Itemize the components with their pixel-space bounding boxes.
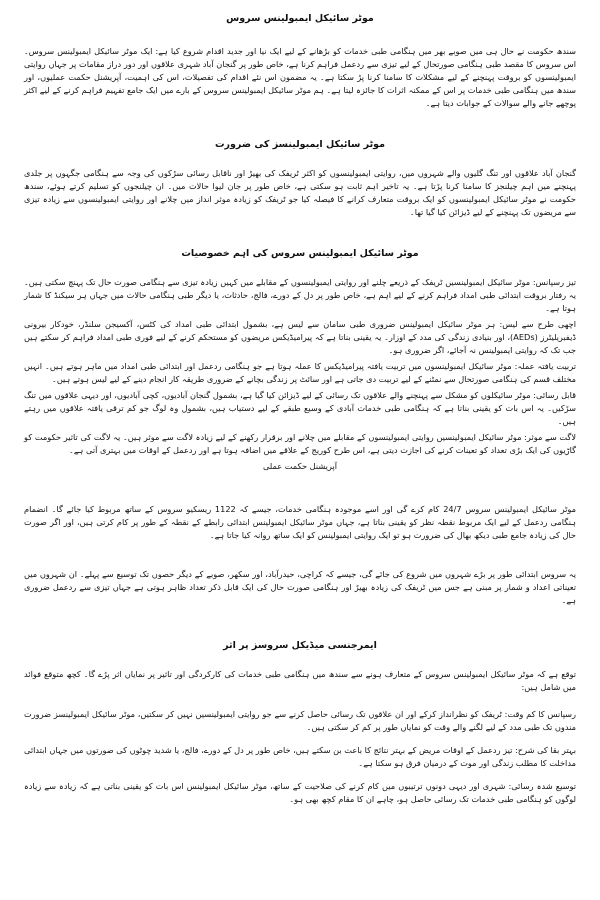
feature-item-fast-response: تیز رسپانس: موٹر سائیکل ایمبولینسیں ٹریفک کے ذریعے چلنے اور روایتی ایمبولینسوں کے مقابلے میں کہیں زیادہ تیزی سے ہنگامی صورت حال تک پہنچ سکتی ہیں۔ یہ رفتار بروقت ابتدائی طبی امداد فراہم کرنے کے لیے اہم ہے، خاص طور پر دل کے دورے، فالج، حادثات، یا دیگر طبی ہنگامی حالات میں جہاں ہر سیکنڈ کا شمار ہوتا ہے۔ — [24, 277, 576, 314]
feature-item-accessibility: قابل رسائی: موٹر سائیکلوں کو مشکل سے پہنچنے والے علاقوں تک رسائی کے لیے ڈیزائن کیا گیا ہے، بشمول گنجان آبادیوں، کچی آبادیوں، اور دیہی علاقوں میں تنگ سڑکیں۔ یہ اس بات کو یقینی بناتا ہے کہ ہنگامی طبی خدمات آبادی کے وسیع طبقے کے لیے دستیاب ہیں، بشمول وہ لوگ جو کم ترقی یافتہ علاقوں میں رہتے ہیں۔ — [24, 390, 576, 426]
impact-item-expanded-access: توسیع شدہ رسائی: شہری اور دیہی دونوں ترتیبوں میں کام کرنے کی صلاحیت کے ساتھ، موٹر سائیکل ایمبولینس اس بات کو یقینی بناتی ہے کہ زیادہ سے زیادہ لوگوں کو ہنگامی طبی خدمات تک رسائی حاصل ہو، چاہے ان کا مقام کچھ بھی ہو۔ — [24, 780, 576, 804]
impact-intro: توقع ہے کہ موٹر سائیکل ایمبولینس سروس کے متعارف ہونے سے سندھ میں ہنگامی طبی خدمات کی کارکردگی اور تاثیر پر نمایاں اثر پڑے گا۔ کچھ متوقع فوائد میں شامل ہیں: — [24, 668, 576, 692]
deployment-paragraph: یہ سروس ابتدائی طور پر بڑے شہروں میں شروع کی جائے گی، جیسے کہ کراچی، حیدرآباد، اور سکھر، صوبے کے دیگر حصوں تک توسیع سے پہلے۔ ان شہروں میں تعیناتی اعداد و شمار پر مبنی ہے جس میں ٹریفک کی زیادہ بھیڑ اور ہنگامی صورت حال کی ایک قابل ذکر تعداد ظاہر ہوتی ہے جہاں تیزی سے ردعمل ضروری ہے۔ — [24, 568, 576, 605]
feature-item-cost-effective: لاگت سے موثر: موٹر سائیکل ایمبولینسیں روایتی ایمبولینسوں کے مقابلے میں چلانے اور برقرار رکھنے کے لیے زیادہ لاگت سے موثر ہیں۔ یہ لاگت کی تاثیر حکومت کو گاڑیوں کی ایک بڑی تعداد کو تعینات کرنے کی اجازت دیتی ہے، اس طرح کوریج کے علاقے میں اضافہ ہوتا ہے اور ردعمل کے اوقات میں بہتری آتی ہے۔ — [24, 431, 576, 455]
document-title: موٹر سائیکل ایمبولینس سروس — [226, 13, 374, 24]
impact-heading: ایمرجنسی میڈیکل سروسز پر اثر — [223, 639, 377, 651]
impact-item-survival-rate: بہتر بقا کی شرح: تیز ردعمل کے اوقات مریض کے بہتر نتائج کا باعث بن سکتے ہیں، خاص طور پر دل کے دورے، فالج، یا شدید چوٹوں کی صورتوں میں جہاں ابتدائی مداخلت کا مطلب زندگی اور موت کے درمیان فرق ہو سکتا ہے۔ — [24, 744, 576, 768]
integration-paragraph: موٹر سائیکل ایمبولینس سروس 24/7 کام کرے گی اور اسے موجودہ ہنگامی خدمات، جیسے کہ 1122 ریسکیو سروس کے ساتھ مربوط کیا جائے گا۔ انضمام ہنگامی ردعمل کے لیے ایک مربوط نقطہ نظر کو یقینی بناتا ہے، جہاں موٹر سائیکل ایمبولینس ابتدائی رابطے کے نقطہ کے طور پر کام کرتی ہیں، اور اگر صورت حال کی زیادہ جامع طبی دیکھ بھال کی ضرورت ہو تو ایک روایتی ایمبولینس کو ایک ساتھ روانہ کیا جاتا ہے۔ — [24, 503, 576, 540]
operational-strategy-subheading: آپریشنل حکمت عملی — [262, 460, 338, 471]
need-heading: موٹر سائیکل ایمبولینسز کی ضرورت — [215, 139, 385, 151]
impact-item-response-time: رسپانس کا کم وقت: ٹریفک کو نظرانداز کرکے اور ان علاقوں تک رسائی حاصل کرنے سے جو روایتی ایمبولینسیں نہیں کر سکتیں، موٹر سائیکل ایمبولینسز ضرورت مندوں تک طبی مدد کے لیے لگنے والے وقت کو نمایاں طور پر کم کر سکتی ہیں۔ — [24, 708, 576, 732]
need-paragraph: گنجان آباد علاقوں اور تنگ گلیوں والے شہروں میں، روایتی ایمبولینسوں کو اکثر ٹریفک کی بھیڑ اور ناقابل رسائی سڑکوں کی وجہ سے ہنگامی جگہوں پر جلدی پہنچنے میں اہم چیلنجز کا سامنا کرنا پڑتا ہے۔ یہ تاخیر اہم ثابت ہو سکتی ہے، خاص طور پر جان لیوا حالات میں۔ ان چیلنجوں کو تسلیم کرتے ہوئے، سندھ حکومت نے موٹر سائیکل ایمبولینسوں کو ایک بروقت متعارف کرانے کا فیصلہ کیا جو ٹریفک کو زیادہ موثر انداز میں چلانے اور روایتی ایمبولینسوں سے زیادہ تیزی سے مریضوں تک پہنچنے کے لیے ڈیزائن کیا گیا تھا۔ — [24, 168, 576, 218]
intro-paragraph: سندھ حکومت نے حال ہی میں صوبے بھر میں ہنگامی طبی خدمات کو بڑھانے کے لیے ایک نیا اور جدید اقدام شروع کیا ہے: ایک موٹر سائیکل ایمبولینس سروس۔ اس سروس کا مقصد طبی ہنگامی صورتحال کے لیے تیزی سے ردعمل فراہم کرنا ہے، خاص طور پر گنجان آباد شہری علاقوں اور دور دراز مقامات پر جہاں روایتی ایمبولینسوں کو بروقت پہنچنے کے لیے مشکلات کا سامنا کرنا پڑ سکتا ہے۔ یہ مضمون اس نئے اقدام کی تفصیلات، اس کی اہمیت، آپریشنل حکمت عملیوں، اور سندھ میں ہنگامی طبی خدمات پر اس کے ممکنہ اثرات کا جائزہ لیتا ہے۔ ہم موٹر سائیکل ایمبولینس سروس کے بارے میں ایک جامع تفہیم فراہم کرنے کے لیے اکثر پوچھے جانے والے سوالات کے جوابات دیتا ہے۔ — [24, 46, 576, 109]
feature-item-equipped: اچھی طرح سے لیس: ہر موٹر سائیکل ایمبولینس ضروری طبی سامان سے لیس ہے، بشمول ابتدائی طبی امداد کی کٹس، آکسیجن سلنڈر، خودکار بیرونی ڈیفبریلیٹرز (AEDs)، اور بنیادی زندگی کی مدد کے اوزار۔ یہ یقینی بناتا ہے کہ پیرامیڈیکس مریضوں کو مستحکم کرنے کے لیے فوری طبی امداد فراہم کر سکتے ہیں جب تک کہ روایتی ایمبولینس نہ آجائے، اگر ضروری ہو۔ — [24, 319, 576, 356]
features-heading: موٹر سائیکل ایمبولینس سروس کی اہم خصوصیات — [181, 248, 419, 260]
feature-item-trained-staff: تربیت یافتہ عملہ: موٹر سائیکل ایمبولینسوں میں تربیت یافتہ پیرامیڈیکس کا عملہ ہوتا ہے جو ہنگامی ردعمل اور ابتدائی طبی امداد میں ماہر ہوتے ہیں۔ انہیں مختلف قسم کی ہنگامی صورتحال سے نمٹنے کے لیے تربیت دی جاتی ہے اور سائٹ پر زندگی بچانے کے ضروری طریقہ کار انجام دینے کے لیے لیس ہوتے ہیں۔ — [24, 361, 576, 385]
